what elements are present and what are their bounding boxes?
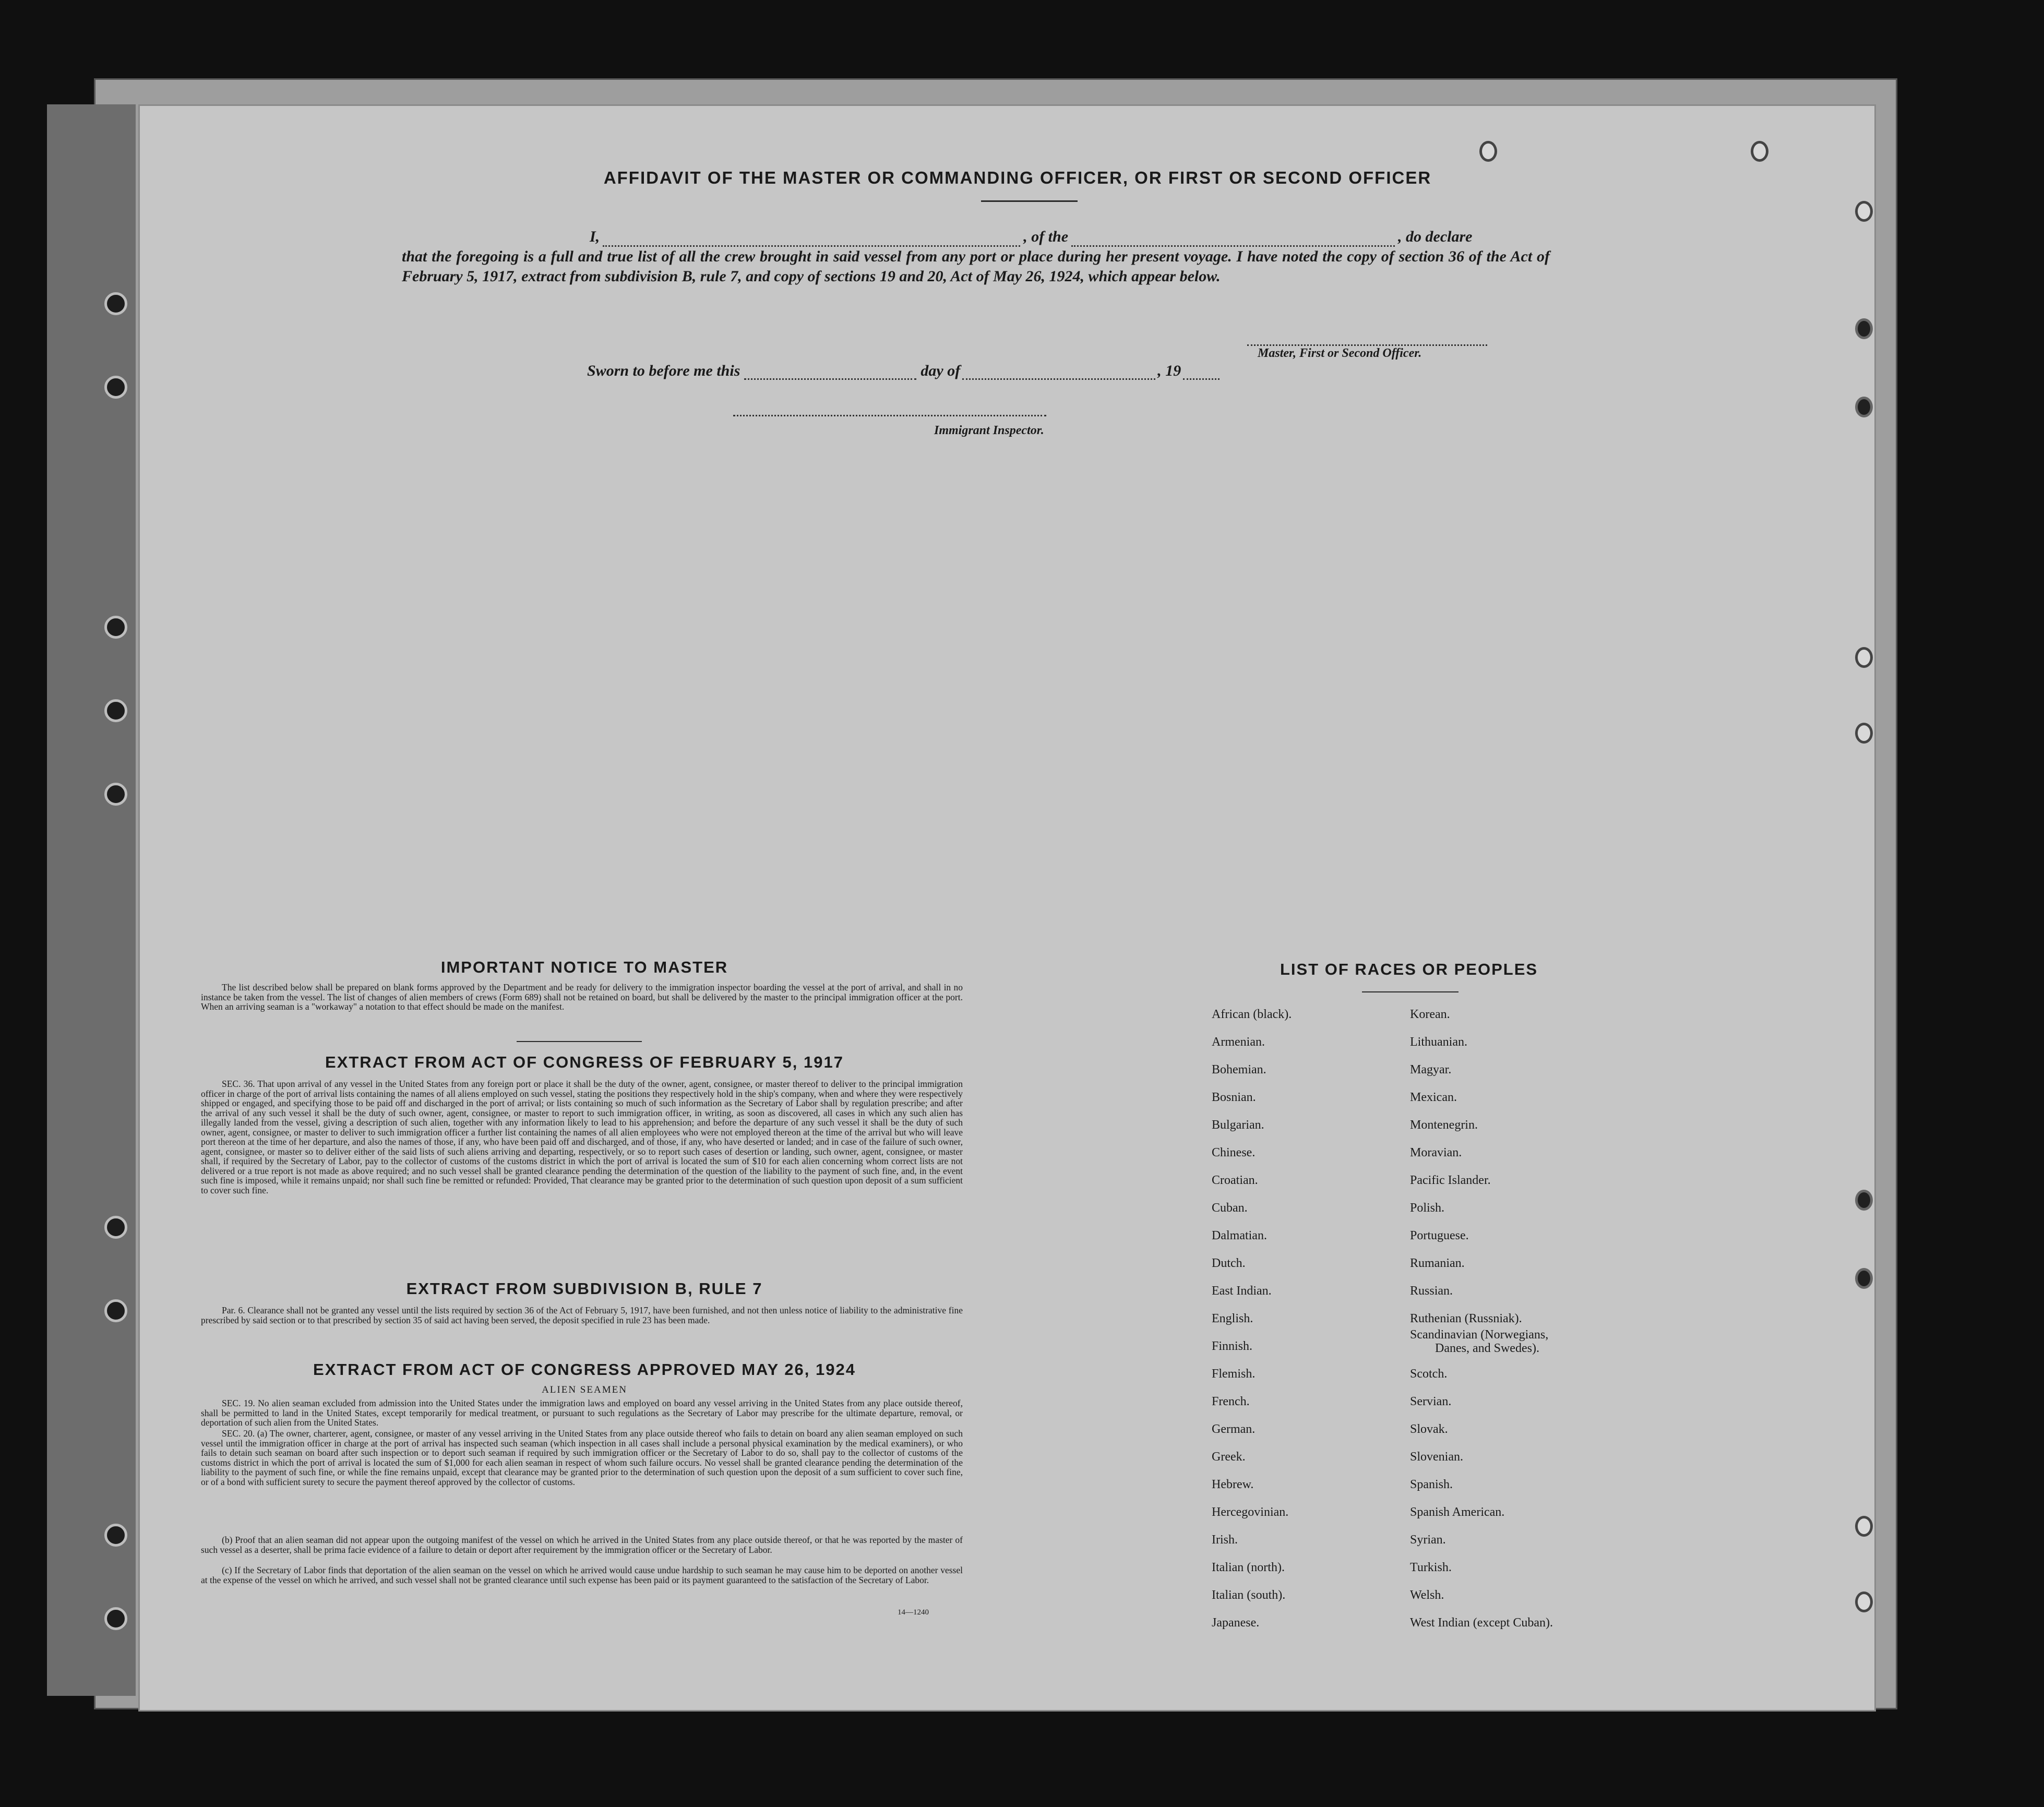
punch-hole-icon [1479, 141, 1497, 162]
extract-1924-sec19: SEC. 19. No alien seaman excluded from admission into the United States under the immigration laws and employed on board any vessel arriving in the United States from any place outside thereof, shall be permitted to land in the United States, except temporarily for medical treatment, or pursuant to such regulations as the Secretary of Labor may prescribe for the ultimate departure, removal, or deportation of such alien from the United States. [201, 1398, 963, 1428]
alien-seamen-subtitle: ALIEN SEAMEN [542, 1384, 627, 1395]
sworn-month-field[interactable] [962, 378, 1155, 380]
race-item: Servian. [1410, 1395, 1452, 1408]
race-item: Armenian. [1212, 1035, 1265, 1049]
title-underline [981, 200, 1078, 202]
race-item: Dalmatian. [1212, 1229, 1267, 1242]
binder-ring-icon [104, 783, 127, 806]
punch-hole-icon [1855, 201, 1873, 222]
race-item: Bohemian. [1212, 1063, 1266, 1076]
extract-1917-title: EXTRACT FROM ACT OF CONGRESS OF FEBRUARY 5, 1917 [325, 1053, 844, 1071]
sworn-year-field[interactable] [1183, 378, 1220, 380]
punch-hole-icon [1855, 1591, 1873, 1612]
race-item: West Indian (except Cuban). [1410, 1616, 1553, 1630]
race-item: Welsh. [1410, 1588, 1444, 1602]
binder-ring-icon [104, 1524, 127, 1547]
affidavit-of-the-label: , of the [1023, 228, 1069, 245]
sworn-year-label: , 19 [1157, 362, 1181, 379]
affidavit-i-label: I, [590, 228, 600, 245]
race-item: Polish. [1410, 1201, 1445, 1215]
race-item: Lithuanian. [1410, 1035, 1467, 1049]
race-item: French. [1212, 1395, 1250, 1408]
punch-hole-icon [1855, 318, 1873, 339]
race-item: Scotch. [1410, 1367, 1448, 1381]
binder-ring-icon [104, 616, 127, 639]
binder-ring-icon [104, 1299, 127, 1322]
binder-ring-icon [104, 699, 127, 722]
race-item: Irish. [1212, 1533, 1238, 1547]
race-item: Slovak. [1410, 1422, 1448, 1436]
sworn-day-of-label: day of [921, 362, 961, 379]
race-item: German. [1212, 1422, 1256, 1436]
race-item: Spanish American. [1410, 1505, 1505, 1519]
punch-hole-icon [1855, 1190, 1873, 1211]
race-item: Hebrew. [1212, 1478, 1254, 1491]
binder-ring-icon [104, 376, 127, 399]
race-item: Finnish. [1212, 1339, 1253, 1353]
race-item: Ruthenian (Russniak). [1410, 1312, 1522, 1325]
extract-1917-body: SEC. 36. That upon arrival of any vessel in the United States from any foreign port or place it shall be the duty of the owner, agent, consignee, or master thereof to deliver to the principal immigration officer in charge of the port of arrival lists containing the names of all aliens employed on such vessel, stating the positions they respectively hold in the ship's company, when and where they were respectively shipped or engaged, and specifying those to be paid off and discharged in the port of arrival; or lists containing so much of such information as the Secretary of Labor shall by regulation prescribe; and after the arrival of any such vessel it shall be the duty of such owner, agent, consignee, or master to report to such immigration officer, in writing, as soon as discovered, all cases in which any such alien has illegally landed from the vessel, giving a description of such alien, together with any information likely to lead to his apprehension; and before the departure of any such vessel it shall be the duty of such owner, agent, consignee, or master to deliver to such immigration officer a further list containing the names of all alien employees who were not employed thereon at the time of the arrival but who will leave port thereon at the time of her departure, and also the names of those, if any, who have been paid off and discharged, and of those, if any, who have deserted or landed; and in case of the failure of such owner, agent, consignee, or master so to deliver either of the said lists of such aliens arriving and departing, respectively, or so to report such cases of desertion or landing, such owner, agent, consignee, or master shall, if required by the Secretary of Labor, pay to the collector of customs of the customs district in which the port of arrival is located the sum of $10 for each alien concerning whom correct lists are not delivered or a true report is not made as above required; and no such vessel shall be granted clearance pending the determination of the question of the liability to the payment of such fine, and, in the event such fine is imposed, while it remains unpaid; nor shall such fine be remitted or refunded: Provided, That clearance may be granted prior to the determination of such question upon deposit of a sum sufficient to cover such fine. [201, 1079, 963, 1195]
binder-ring-icon [104, 1607, 127, 1630]
races-title: LIST OF RACES OR PEOPLES [1280, 960, 1538, 978]
race-item: Scandinavian (Norwegians, [1410, 1328, 1549, 1342]
binder-ring-icon [104, 292, 127, 315]
race-item: African (black). [1212, 1008, 1292, 1021]
races-title-underline [1362, 991, 1459, 992]
sworn-line [587, 362, 1220, 380]
race-item: Dutch. [1212, 1256, 1246, 1270]
race-item: Greek. [1212, 1450, 1246, 1464]
race-item: Magyar. [1410, 1063, 1452, 1076]
race-item: Syrian. [1410, 1533, 1446, 1547]
punch-hole-icon [1855, 1268, 1873, 1289]
notice-title: IMPORTANT NOTICE TO MASTER [440, 958, 728, 976]
races-left-column [1212, 1001, 1292, 1637]
extract-rule7-body: Par. 6. Clearance shall not be granted any vessel until the lists required by section 36 of the Act of February 5, 1917, have been furnished, and not then unless notice of liability to the administrative fine prescribed by said section or to that prescribed by section 35 of said act having been served, the deposit specified in rule 23 has been made. [201, 1305, 963, 1325]
race-item: Italian (south). [1212, 1588, 1286, 1602]
race-item: Flemish. [1212, 1367, 1256, 1381]
race-item: Russian. [1410, 1284, 1453, 1298]
punch-hole-icon [1855, 647, 1873, 668]
race-item: Slovenian. [1410, 1450, 1463, 1464]
notice-body: The list described below shall be prepared on blank forms approved by the Department and be ready for delivery to the immigration inspector boarding the vessel at the port of arrival, and shall in no instance be taken from the vessel. The list of changes of alien members of crews (Form 689) shall not be retained on board, but shall be delivered by the master to the principal immigration officer at the port. When an arriving seaman is a "workaway" a notation to that effect should be made on the manifest. [201, 982, 963, 1012]
race-item: Hercegovinian. [1212, 1505, 1289, 1519]
master-signature-label: Master, First or Second Officer. [1258, 346, 1422, 360]
section-divider [517, 1041, 642, 1042]
races-right-column [1410, 1001, 1553, 1637]
race-item-continuation: Danes, and Swedes). [1435, 1342, 1539, 1355]
extract-1924-sec20c: (c) If the Secretary of Labor finds that deportation of the alien seaman on the vessel on which he arrived would cause undue hardship to such seaman he may cause him to be deported on another vessel at the expense of the vessel on which he arrived, and such vessel shall not be granted clearance until such expense has been paid or its payment guaranteed to the satisfaction of the Secretary of Labor. [201, 1565, 963, 1585]
race-item-scandinavian [1410, 1328, 1553, 1360]
affidavit-title: AFFIDAVIT OF THE MASTER OR COMMANDING OFFICER, OR FIRST OR SECOND OFFICER [603, 168, 1432, 187]
race-item: Japanese. [1212, 1616, 1260, 1630]
race-item: Croatian. [1212, 1174, 1258, 1187]
race-item: Pacific Islander. [1410, 1174, 1491, 1187]
race-item: Rumanian. [1410, 1256, 1465, 1270]
race-item: Spanish. [1410, 1478, 1453, 1491]
race-item: Korean. [1410, 1008, 1450, 1021]
extract-1924-sec20b: (b) Proof that an alien seaman did not appear upon the outgoing manifest of the vessel on which he arrived in the United States from any place outside thereof, or that he was reported by the master of such vessel as a deserter, shall be prima facie evidence of a failure to detain or deport after requirement by the immigration officer or the Secretary of Labor. [201, 1535, 963, 1555]
sworn-day-field[interactable] [744, 378, 916, 380]
punch-hole-icon [1751, 141, 1768, 162]
affidavit-do-declare-label: , do declare [1398, 228, 1473, 245]
race-item: English. [1212, 1312, 1253, 1325]
binder-strip [47, 104, 136, 1696]
race-item: Montenegrin. [1410, 1118, 1478, 1132]
form-number: 14—1240 [898, 1608, 929, 1617]
race-item: Portuguese. [1410, 1229, 1469, 1242]
race-item: Bulgarian. [1212, 1118, 1264, 1132]
inspector-signature-line[interactable] [733, 415, 1046, 416]
binder-ring-icon [104, 1216, 127, 1239]
race-item: Mexican. [1410, 1091, 1457, 1104]
master-signature-line[interactable] [1247, 344, 1487, 346]
race-item: Chinese. [1212, 1146, 1256, 1159]
race-item: Moravian. [1410, 1146, 1462, 1159]
affidavit-body: that the foregoing is a full and true list of all the crew brought in said vessel from any port or place during her present voyage. I have noted the copy of section 36 of the Act of February 5, 1917, extract from subdivision B, rule 7, and copy of sections 19 and 20, Act of May 26, 1924, which appear below. [402, 248, 1550, 285]
affidavit-statement [402, 227, 1550, 286]
sworn-prefix: Sworn to before me this [587, 362, 740, 379]
extract-1924-title: EXTRACT FROM ACT OF CONGRESS APPROVED MAY 26, 1924 [313, 1360, 856, 1379]
race-item: Cuban. [1212, 1201, 1248, 1215]
punch-hole-icon [1855, 1516, 1873, 1537]
race-item: Bosnian. [1212, 1091, 1256, 1104]
punch-hole-icon [1855, 723, 1873, 744]
punch-hole-icon [1855, 397, 1873, 417]
extract-rule7-title: EXTRACT FROM SUBDIVISION B, RULE 7 [406, 1279, 763, 1298]
race-item: Italian (north). [1212, 1561, 1285, 1574]
extract-1924-sec20a: SEC. 20. (a) The owner, charterer, agent, consignee, or master of any vessel arriving in the United States from any place outside thereof who fails to detain on board any alien seaman employed on such vessel until the immigration officer in charge at the port of arrival has inspected such seaman (which inspection in all cases shall include a personal physical examination by the medical examiners), or who fails to detain such seaman on board after such inspection or to deport such seaman if required by such immigration officer or the Secretary of Labor to do so, shall pay to the collector of customs of the customs district in which the port of arrival is located the sum of $1,000 for each alien seaman in respect of whom such failure occurs. No vessel shall be granted clearance pending the determination of the liability to the payment of such fine, or while the fine remains unpaid, except that clearance may be granted prior to the determination of such question upon the deposit of a sum sufficient to cover such fine, or of a bond with sufficient surety to secure the payment thereof approved by the collector of customs. [201, 1428, 963, 1487]
race-item: East Indian. [1212, 1284, 1272, 1298]
inspector-label: Immigrant Inspector. [934, 424, 1044, 437]
race-item: Turkish. [1410, 1561, 1452, 1574]
